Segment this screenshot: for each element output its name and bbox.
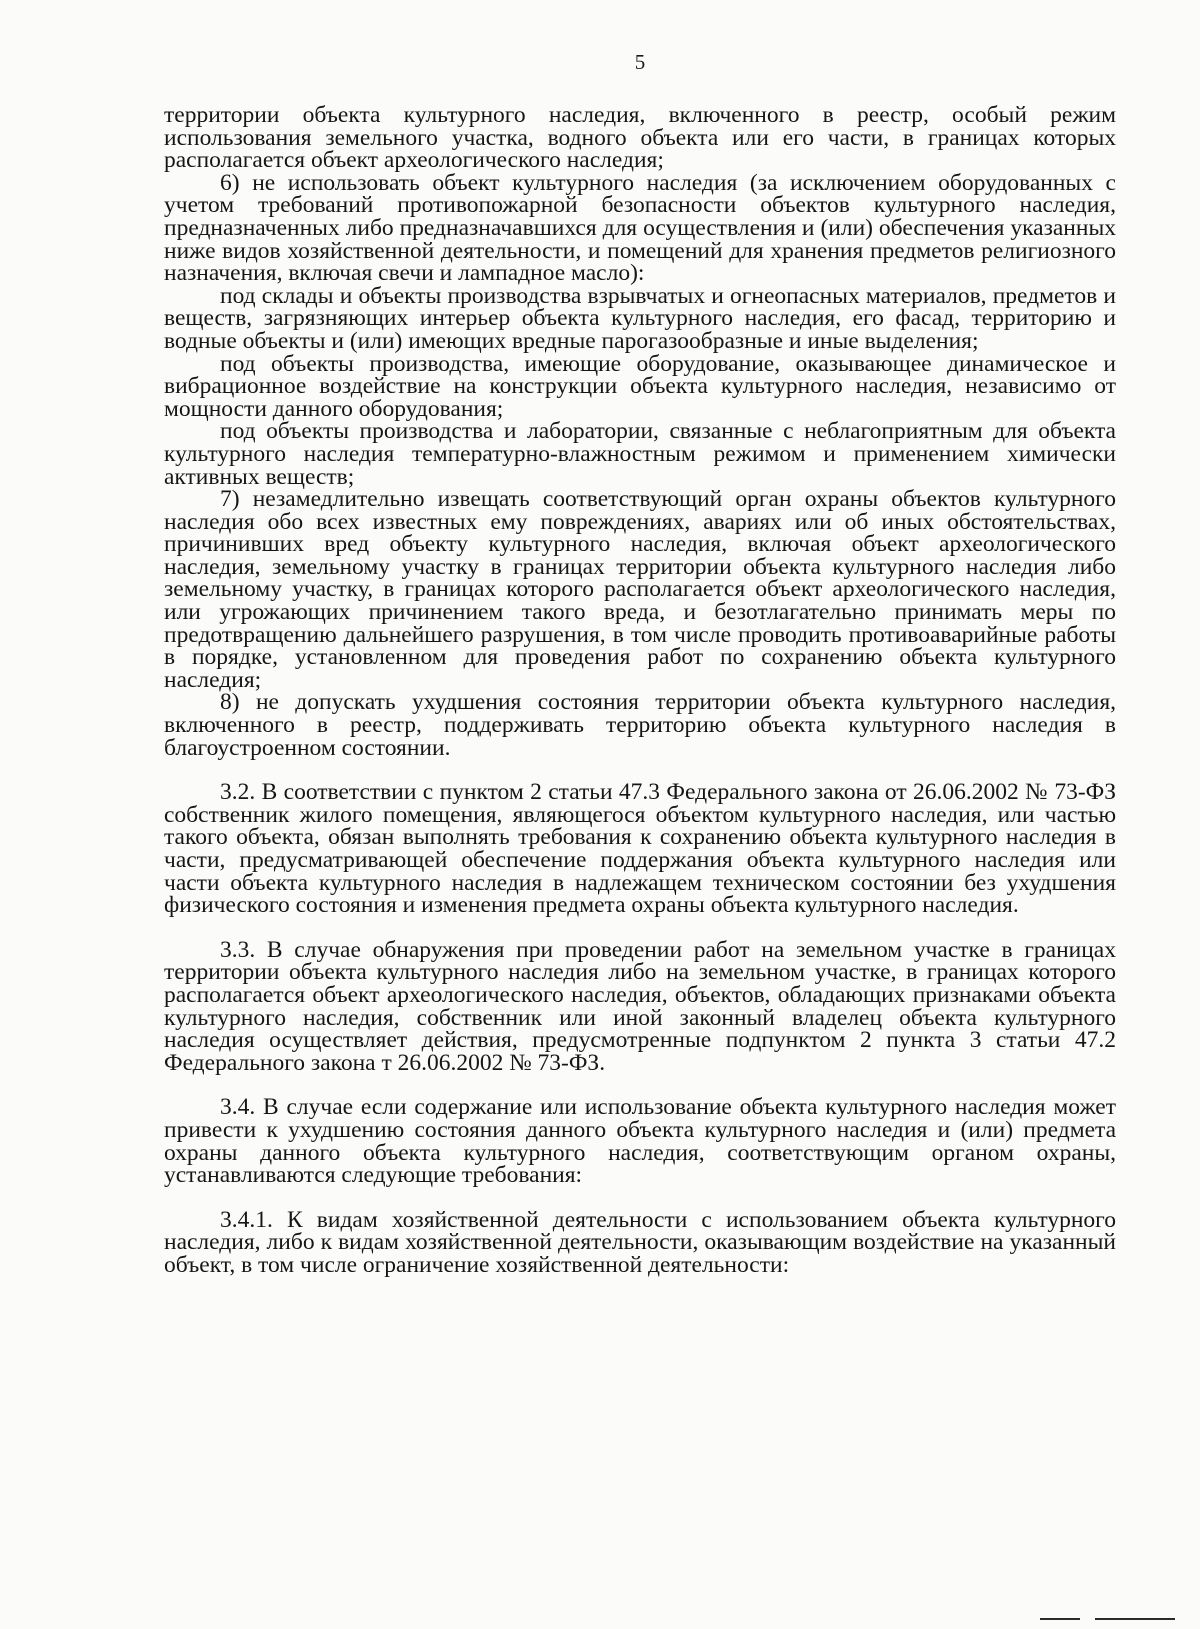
paragraph-3-4-1: 3.4.1. К видам хозяйственной деятельности с использованием объекта культурного наследия, либо к видам хозяйственной деятельности, оказывающим воздействие на указанный объект, в том числе ограничение хозяйственной деятельности: xyxy=(164,1206,1116,1278)
paragraph-item-7: 7) незамедлительно извещать соответствующий орган охраны объектов культурного наследия обо всех известных ему повреждениях, авариях или об иных обстоятельствах, причинивших вред объекту культурного наследия, включая объект археологического наследия, земельному участку в границах территории объекта культурного наследия либо земельному участку, в границах которого располагается объект археологического наследия, или угрожающих причинением такого вреда, и безотлагательно принимать меры по предотвращению дальнейшего разрушения, в том числе проводить противоаварийные работы в порядке, установленном для проведения работ по сохранению объекта культурного наследия; xyxy=(164,486,1116,693)
scan-artifact xyxy=(1095,1618,1175,1620)
paragraph-warehouses: под склады и объекты производства взрывчатых и огнеопасных материалов, предметов и веществ, загрязняющих интерьер объекта культурного наследия, его фасад, территорию и водные объекты и (или) имеющих вредные парогазообразные и иные выделения; xyxy=(164,282,1116,354)
page-number: 5 xyxy=(634,50,646,74)
paragraph-item-8: 8) не допускать ухудшения состояния территории объекта культурного наследия, включенного в реестр, поддерживать территорию объекта культурного наследия в благоустроенном состоянии. xyxy=(164,689,1116,761)
paragraph-laboratories: под объекты производства и лаборатории, связанные с неблагоприятным для объекта культурного наследия температурно-влажностным режимом и применением химически активных веществ; xyxy=(164,418,1116,490)
paragraph-production-equipment: под объекты производства, имеющие оборудование, оказывающее динамическое и вибрационное воздействие на конструкции объекта культурного наследия, независимо от мощности данного оборудования; xyxy=(164,350,1116,422)
document-body xyxy=(164,104,1116,1277)
paragraph-continuation: территории объекта культурного наследия, включенного в реестр, особый режим использования земельного участка, водного объекта или его части, в границах которых располагается объект археологического наследия; xyxy=(164,102,1116,174)
paragraph-item-6: 6) не использовать объект культурного наследия (за исключением оборудованных с учетом требований противопожарной безопасности объектов культурного наследия, предназначенных либо предназначавшихся для осуществления и (или) обеспечения указанных ниже видов хозяйственной деятельности, и помещений для хранения предметов религиозного назначения, включая свечи и лампадное масло): xyxy=(164,169,1116,287)
scan-artifact xyxy=(1040,1618,1080,1620)
paragraph-3-2: 3.2. В соответствии с пунктом 2 статьи 47.3 Федерального закона от 26.06.2002 № 73-ФЗ собственник жилого помещения, являющегося объектом культурного наследия, или частью такого объекта, обязан выполнять требования к сохранению объекта культурного наследия в части, предусматривающей обеспечение поддержания объекта культурного наследия или части объекта культурного наследия в надлежащем техническом состоянии без ухудшения физического состояния и изменения предмета охраны объекта культурного наследия. xyxy=(164,779,1116,919)
paragraph-3-3: 3.3. В случае обнаружения при проведении работ на земельном участке в границах территории объекта культурного наследия либо на земельном участке, в границах которого располагается объект археологического наследия, объектов, обладающих признаками объекта культурного наследия, собственник или иной законный владелец объекта культурного наследия осуществляет действия, предусмотренные подпунктом 2 пункта 3 статьи 47.2 Федерального закона т 26.06.2002 № 73-ФЗ. xyxy=(164,936,1116,1076)
paragraph-3-4: 3.4. В случае если содержание или использование объекта культурного наследия может привести к ухудшению состояния данного объекта культурного наследия и (или) предмета охраны данного объекта культурного наследия, соответствующим органом охраны, устанавливаются следующие требования: xyxy=(164,1094,1116,1189)
